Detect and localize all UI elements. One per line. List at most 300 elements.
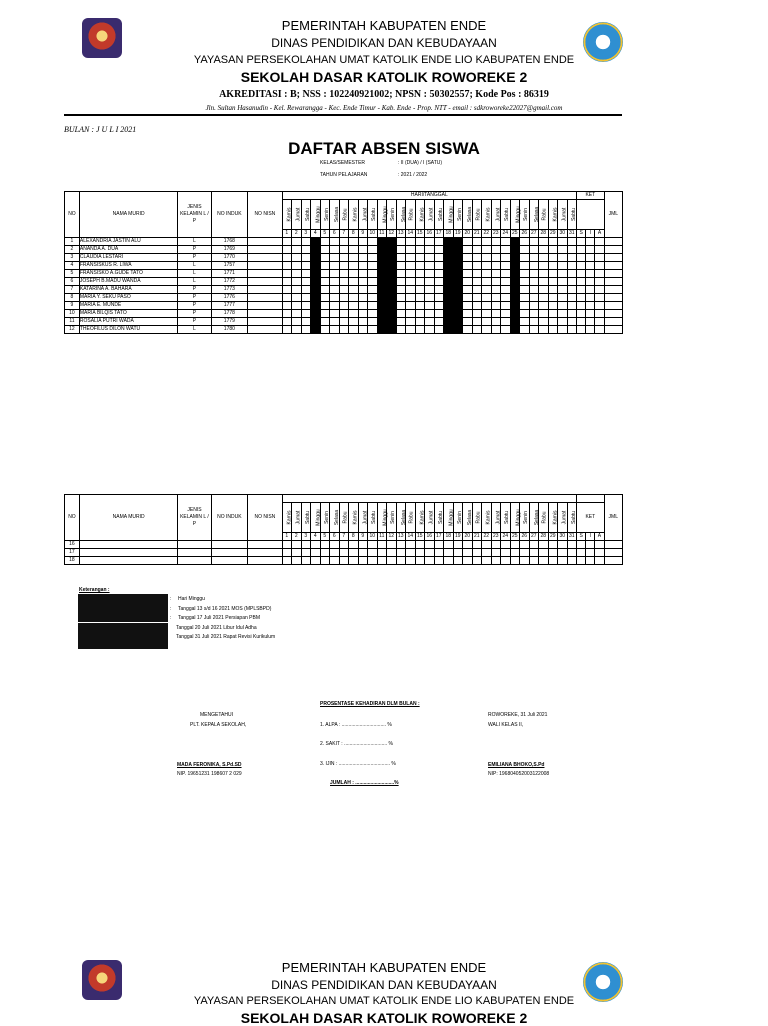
attendance-cell — [292, 326, 302, 334]
attendance-cell — [425, 262, 435, 270]
attendance-cell — [510, 238, 520, 246]
ket-header: KET — [577, 192, 604, 200]
attendance-cell — [501, 270, 511, 278]
attendance-cell — [501, 541, 511, 549]
attendance-cell — [301, 286, 311, 294]
attendance-cell — [282, 246, 292, 254]
attendance-cell — [444, 549, 454, 557]
attendance-cell — [510, 286, 520, 294]
col-no-header: NO — [65, 495, 80, 541]
date-number: 25 — [512, 230, 518, 236]
attendance-cell — [463, 557, 473, 565]
attendance-cell — [510, 270, 520, 278]
attendance-cell — [368, 278, 378, 286]
date-number: 20 — [464, 533, 471, 539]
student-name: MARIA E. MUNDE — [79, 302, 177, 310]
row-no: 7 — [65, 286, 80, 294]
attendance-cell — [501, 286, 511, 294]
row-no: 1 — [65, 238, 80, 246]
table-row — [65, 310, 623, 318]
date-number: 13 — [398, 533, 404, 539]
student-gender: P — [178, 246, 211, 254]
attendance-cell — [292, 557, 302, 565]
day-name: Kamis — [352, 207, 359, 222]
date-number: 25 — [512, 533, 518, 539]
attendance-cell — [453, 302, 463, 310]
attendance-cell — [320, 549, 330, 557]
attendance-cell — [339, 302, 349, 310]
attendance-cell — [387, 557, 397, 565]
attendance-cell — [491, 262, 501, 270]
attendance-cell — [301, 294, 311, 302]
day-name: Jumat — [428, 207, 435, 222]
date-number: 6 — [330, 533, 340, 541]
attendance-cell — [301, 541, 311, 549]
attendance-cell — [444, 294, 454, 302]
student-name: JOSEPH B.MADU WANDA — [79, 278, 177, 286]
attendance-cell — [491, 246, 501, 254]
attendance-cell — [567, 549, 577, 557]
attendance-cell — [434, 557, 444, 565]
date-number: 23 — [493, 230, 499, 236]
date-number: 27 — [531, 533, 537, 539]
attendance-cell — [292, 246, 302, 254]
jml-cell — [604, 302, 622, 310]
day-name-cell — [377, 200, 387, 230]
attendance-cell — [415, 294, 425, 302]
jml-cell — [604, 254, 622, 262]
table-row — [65, 270, 623, 278]
attendance-cell — [567, 318, 577, 326]
attendance-cell — [482, 541, 492, 549]
student-name: FRANSISKUS R. LIWA — [79, 262, 177, 270]
row-no: 18 — [65, 557, 80, 565]
attendance-cell — [368, 246, 378, 254]
ket-code: S — [577, 230, 586, 238]
legend-swatch-block — [78, 623, 168, 649]
attendance-cell — [339, 246, 349, 254]
day-name: Minggu — [315, 206, 322, 223]
attendance-cell — [548, 318, 558, 326]
attendance-cell — [406, 254, 416, 262]
attendance-cell — [548, 270, 558, 278]
day-name: Kamis — [285, 207, 292, 222]
attendance-cell — [501, 318, 511, 326]
attendance-cell — [520, 278, 530, 286]
student-induk: 1780 — [211, 326, 248, 334]
day-name: Minggu — [448, 206, 455, 223]
header-accreditation: AKREDITASI : B; NSS : 102240921002; NPSN : 50302557; Kode Pos : 86319 — [219, 89, 549, 100]
attendance-cell — [453, 262, 463, 270]
jml-cell — [604, 262, 622, 270]
attendance-cell — [282, 310, 292, 318]
attendance-cell — [282, 326, 292, 334]
day-name: Kamis — [485, 207, 492, 222]
table-row — [65, 318, 623, 326]
attendance-cell — [320, 302, 330, 310]
student-name: ANANDA A. DUA — [79, 246, 177, 254]
attendance-cell — [558, 294, 568, 302]
attendance-cell — [339, 278, 349, 286]
day-name: Selasa — [334, 206, 341, 223]
attendance-cell — [425, 278, 435, 286]
attendance-cell — [330, 302, 340, 310]
student-nisn — [248, 318, 282, 326]
ket-code: I — [586, 533, 595, 541]
attendance-cell — [282, 541, 292, 549]
attendance-cell — [406, 549, 416, 557]
day-name: Rabu — [475, 511, 482, 524]
row-no: 17 — [65, 549, 80, 557]
attendance-cell — [520, 302, 530, 310]
attendance-cell — [520, 326, 530, 334]
attendance-cell — [539, 286, 549, 294]
attendance-cell — [387, 294, 397, 302]
attendance-cell — [425, 294, 435, 302]
place-date: ROWOREKE, 31 Juli 2021 — [488, 712, 548, 718]
attendance-cell — [292, 286, 302, 294]
attendance-cell — [330, 254, 340, 262]
attendance-cell — [292, 238, 302, 246]
attendance-cell — [396, 278, 406, 286]
col-jml-header: JML — [604, 192, 622, 238]
attendance-cell — [501, 254, 511, 262]
day-name-cell — [396, 503, 406, 533]
attendance-cell — [311, 541, 321, 549]
ket-cell — [577, 270, 586, 278]
attendance-cell — [482, 270, 492, 278]
kepsek-nip: NIP. 19651231 198607 2 029 — [177, 771, 242, 777]
day-name: Selasa — [467, 509, 474, 526]
header-line-2: DINAS PENDIDIKAN DAN KEBUDAYAAN — [271, 36, 497, 50]
attendance-cell — [567, 246, 577, 254]
attendance-cell — [482, 262, 492, 270]
attendance-cell — [463, 278, 473, 286]
day-name: Minggu — [315, 509, 322, 526]
attendance-cell — [320, 262, 330, 270]
table-row — [65, 286, 623, 294]
day-name-cell — [548, 503, 558, 533]
date-number: 1 — [282, 533, 292, 541]
attendance-cell — [501, 238, 511, 246]
ket-cell — [586, 310, 595, 318]
col-jml-header: JML — [604, 495, 622, 541]
attendance-cell — [368, 286, 378, 294]
date-number: 6 — [330, 230, 340, 238]
attendance-cell — [425, 246, 435, 254]
date-number: 14 — [407, 230, 414, 236]
attendance-cell — [501, 246, 511, 254]
attendance-cell — [520, 557, 530, 565]
day-name: Rabu — [342, 511, 349, 524]
day-name-cell — [529, 200, 539, 230]
date-number: 31 — [569, 533, 575, 539]
keterangan-item-5: Tanggal 31 Juli 2021 Rapat Revisi Kurikulum — [176, 634, 276, 640]
attendance-cell — [472, 286, 482, 294]
ket-cell — [577, 541, 586, 549]
attendance-cell — [548, 286, 558, 294]
ket-cell — [577, 238, 586, 246]
attendance-cell — [406, 318, 416, 326]
attendance-cell — [377, 246, 387, 254]
attendance-cell — [415, 254, 425, 262]
table-row — [65, 302, 623, 310]
ket-cell — [586, 246, 595, 254]
attendance-cell — [368, 557, 378, 565]
date-number: 4 — [311, 230, 321, 238]
attendance-cell — [358, 318, 368, 326]
attendance-cell — [292, 541, 302, 549]
table-row — [65, 541, 623, 549]
day-name: Rabu — [541, 208, 548, 221]
student-name: ALEXANDRIA JASTIN ALU — [79, 238, 177, 246]
ket-sub-header: KET — [577, 503, 604, 533]
student-name: MARIA BILQIS TATO — [79, 310, 177, 318]
attendance-cell — [425, 302, 435, 310]
table-row — [65, 326, 623, 334]
date-number: 29 — [550, 230, 556, 236]
attendance-cell — [558, 318, 568, 326]
date-number: 5 — [320, 533, 330, 541]
date-number: 18 — [445, 230, 452, 236]
attendance-cell — [330, 549, 340, 557]
date-number: 24 — [502, 533, 509, 539]
attendance-cell — [444, 246, 454, 254]
student-nisn — [248, 310, 282, 318]
attendance-cell — [358, 286, 368, 294]
day-name: Selasa — [533, 509, 540, 526]
ket-cell — [595, 310, 604, 318]
attendance-cell — [472, 302, 482, 310]
col-induk-header: NO INDUK — [211, 495, 248, 541]
day-name: Senin — [389, 208, 396, 221]
attendance-cell — [453, 238, 463, 246]
attendance-cell — [292, 254, 302, 262]
attendance-cell — [491, 294, 501, 302]
attendance-cell — [567, 541, 577, 549]
ket-cell — [595, 270, 604, 278]
attendance-cell — [567, 270, 577, 278]
attendance-cell — [396, 246, 406, 254]
attendance-cell — [434, 246, 444, 254]
attendance-cell — [444, 310, 454, 318]
ket-code: A — [595, 230, 604, 238]
attendance-cell — [567, 286, 577, 294]
ket-cell — [595, 318, 604, 326]
attendance-table-continued — [64, 494, 623, 565]
prosentase-title: PROSENTASE KEHADIRAN DLM BULAN : — [320, 701, 420, 707]
header-address: Jln. Sultan Hasanudin - Kel. Rewarangga - Kec. Ende Timur - Kab. Ende - Prop. NTT - email : sdkroworeke22027@gmail.com — [205, 104, 563, 112]
attendance-cell — [472, 254, 482, 262]
header-rule — [64, 114, 622, 116]
attendance-cell — [567, 302, 577, 310]
keterangan-item-2: Tanggal 13 s/d 16 2021 MOS (MPLSBPD) — [178, 606, 272, 612]
student-gender: L — [178, 278, 211, 286]
student-gender: P — [178, 318, 211, 326]
attendance-cell — [453, 270, 463, 278]
sakit-line: 2. SAKIT : ............................... % — [320, 741, 393, 747]
attendance-cell — [444, 270, 454, 278]
day-name-cell — [301, 200, 311, 230]
attendance-cell — [292, 318, 302, 326]
ket-cell — [595, 278, 604, 286]
student-nisn — [248, 294, 282, 302]
ket-cell — [577, 549, 586, 557]
attendance-cell — [406, 326, 416, 334]
ket-cell — [595, 326, 604, 334]
ket-cell — [595, 557, 604, 565]
attendance-cell — [358, 294, 368, 302]
attendance-cell — [444, 286, 454, 294]
table-row — [65, 254, 623, 262]
student-name: FRANSISKO A.GUDE TATO — [79, 270, 177, 278]
day-name: Minggu — [382, 509, 389, 526]
ket-cell — [586, 549, 595, 557]
attendance-cell — [558, 246, 568, 254]
student-induk — [211, 557, 248, 565]
attendance-cell — [301, 262, 311, 270]
attendance-cell — [339, 270, 349, 278]
student-name: KATARINA A. BAHARA — [79, 286, 177, 294]
jml-cell — [604, 278, 622, 286]
date-number: 4 — [311, 533, 321, 541]
attendance-cell — [444, 318, 454, 326]
day-name: Kamis — [286, 510, 292, 525]
attendance-cell — [387, 286, 397, 294]
attendance-cell — [311, 262, 321, 270]
attendance-cell — [415, 310, 425, 318]
wali-nip: NIP: 196804052003122008 — [488, 771, 550, 777]
student-gender — [178, 549, 211, 557]
date-number: 5 — [320, 230, 330, 238]
header2-line-4: SEKOLAH DASAR KATOLIK ROWOREKE 2 — [240, 1010, 528, 1026]
attendance-cell — [339, 294, 349, 302]
attendance-cell — [548, 310, 558, 318]
attendance-cell — [510, 278, 520, 286]
attendance-cell — [320, 286, 330, 294]
attendance-cell — [453, 318, 463, 326]
attendance-cell — [482, 294, 492, 302]
kepsek-name: MADA FERONIKA, S.Pd.SD — [177, 762, 242, 768]
day-name: Rabu — [408, 208, 415, 221]
attendance-cell — [453, 549, 463, 557]
attendance-cell — [529, 318, 539, 326]
row-no: 8 — [65, 294, 80, 302]
day-name: Selasa — [533, 206, 540, 223]
header-line-3: YAYASAN PERSEKOLAHAN UMAT KATOLIK ENDE LIO KABUPATEN ENDE — [193, 54, 575, 66]
day-name: Senin — [323, 511, 330, 524]
day-name: Sabtu — [570, 510, 577, 525]
table-row — [65, 557, 623, 565]
attendance-cell — [387, 246, 397, 254]
attendance-cell — [453, 294, 463, 302]
attendance-cell — [349, 262, 359, 270]
attendance-cell — [529, 294, 539, 302]
attendance-cell — [463, 238, 473, 246]
ket-cell — [577, 310, 586, 318]
day-name: Kamis — [485, 510, 492, 525]
jml-cell — [604, 318, 622, 326]
attendance-cell — [311, 254, 321, 262]
attendance-cell — [463, 286, 473, 294]
attendance-cell — [406, 302, 416, 310]
day-name: Sabtu — [504, 510, 511, 525]
day-name: Selasa — [467, 206, 474, 223]
legend-swatch-minggu — [78, 594, 168, 605]
attendance-cell — [425, 326, 435, 334]
attendance-cell — [358, 557, 368, 565]
date-number: 21 — [474, 230, 480, 236]
ket-cell — [577, 294, 586, 302]
attendance-cell — [501, 557, 511, 565]
ket-cell — [595, 549, 604, 557]
attendance-cell — [282, 294, 292, 302]
attendance-cell — [539, 246, 549, 254]
day-name: Kamis — [352, 510, 359, 525]
attendance-cell — [339, 254, 349, 262]
date-number: 26 — [521, 230, 528, 236]
attendance-cell — [548, 541, 558, 549]
month-label: BULAN : J U L I 2021 — [64, 125, 137, 134]
ket-cell — [577, 557, 586, 565]
attendance-cell — [491, 286, 501, 294]
day-name-cell — [567, 503, 577, 533]
col-gender-header: JENIS KELAMIN L / P — [178, 192, 211, 238]
attendance-cell — [349, 541, 359, 549]
attendance-cell — [387, 318, 397, 326]
attendance-cell — [520, 238, 530, 246]
attendance-cell — [396, 557, 406, 565]
attendance-cell — [301, 246, 311, 254]
attendance-cell — [349, 318, 359, 326]
student-gender: P — [178, 302, 211, 310]
attendance-cell — [396, 238, 406, 246]
table-row — [65, 238, 623, 246]
date-number: 8 — [349, 533, 359, 541]
attendance-cell — [472, 238, 482, 246]
date-number: 11 — [377, 230, 387, 238]
legend-swatch-persiapan — [78, 616, 168, 622]
attendance-cell — [491, 254, 501, 262]
attendance-cell — [292, 549, 302, 557]
attendance-cell — [425, 254, 435, 262]
attendance-cell — [510, 262, 520, 270]
attendance-cell — [311, 294, 321, 302]
attendance-cell — [539, 254, 549, 262]
day-name: Jumat — [428, 510, 435, 525]
attendance-cell — [330, 318, 340, 326]
attendance-cell — [292, 310, 302, 318]
attendance-cell — [472, 262, 482, 270]
attendance-cell — [434, 541, 444, 549]
attendance-cell — [415, 326, 425, 334]
date-number: 17 — [436, 533, 442, 539]
day-name-cell — [510, 503, 520, 533]
attendance-cell — [349, 254, 359, 262]
ket-cell — [595, 286, 604, 294]
day-name-cell — [491, 503, 501, 533]
attendance-cell — [377, 541, 387, 549]
attendance-cell — [311, 557, 321, 565]
attendance-cell — [387, 310, 397, 318]
attendance-cell — [558, 270, 568, 278]
ket-cell — [595, 246, 604, 254]
attendance-cell — [301, 278, 311, 286]
day-name: Senin — [323, 208, 330, 221]
attendance-cell — [301, 270, 311, 278]
attendance-cell — [358, 246, 368, 254]
attendance-cell — [444, 278, 454, 286]
